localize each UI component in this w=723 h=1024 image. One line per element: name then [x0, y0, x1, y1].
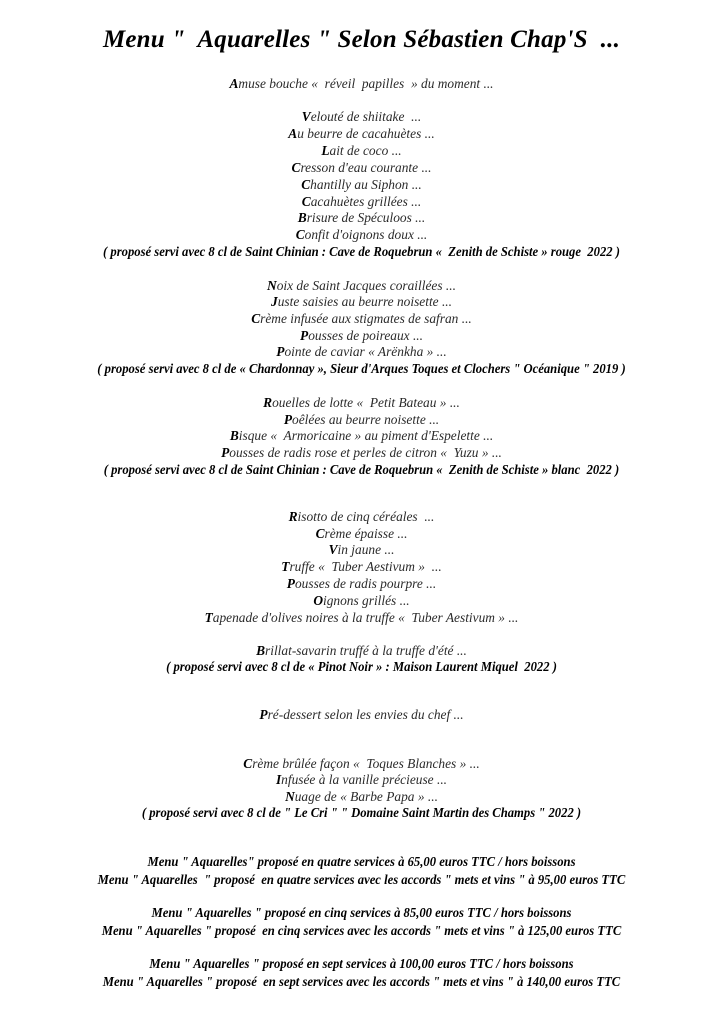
- course2-item: [0, 278, 723, 294]
- text: ruffe « Tuber Aestivum » ...: [289, 559, 442, 574]
- initial: C: [295, 227, 305, 242]
- text: rème épaisse ...: [324, 526, 408, 541]
- initial: P: [276, 344, 285, 359]
- initial: I: [275, 772, 282, 787]
- text: ait de coco ...: [329, 143, 402, 158]
- text: isque « Armoricaine » au piment d'Espelette ...: [238, 428, 494, 443]
- text: rème brûlée façon « Toques Blanches » ...: [252, 756, 480, 771]
- course1-item: [0, 126, 723, 142]
- initial: B: [297, 210, 307, 225]
- course1-item: [0, 194, 723, 210]
- course2-item: [0, 328, 723, 344]
- text: nfusée à la vanille précieuse ...: [281, 772, 448, 787]
- text: elouté de shiitake ...: [310, 109, 422, 124]
- initial: N: [285, 789, 295, 804]
- text: resson d'eau courante ...: [300, 160, 432, 175]
- course1-item: [0, 109, 723, 125]
- initial: R: [288, 509, 298, 524]
- initial: P: [221, 445, 230, 460]
- dessert-item: [0, 789, 723, 805]
- course1-wine-pairing: ( proposé servi avec 8 cl de Saint Chinian : Cave de Roquebrun « Zenith de Schiste » rouge 2022 ): [103, 244, 620, 259]
- text: risure de Spéculoos ...: [306, 210, 426, 225]
- initial: O: [313, 593, 323, 608]
- initial: J: [270, 294, 278, 309]
- initial: V: [328, 542, 338, 557]
- initial: R: [263, 395, 273, 410]
- course4-item: [0, 509, 723, 525]
- price-line: Menu " Aquarelles " proposé en sept services à 100,00 euros TTC / hors boissons: [149, 956, 574, 971]
- text: ignons grillés ...: [322, 593, 410, 608]
- initial: T: [281, 559, 290, 574]
- course4-item: [0, 526, 723, 542]
- cheese-wine-pairing: ( proposé servi avec 8 cl de « Pinot Noir » : Maison Laurent Miquel 2022 ): [166, 659, 557, 674]
- initial: N: [267, 278, 277, 293]
- course4-item: [0, 576, 723, 592]
- initial: C: [301, 177, 311, 192]
- initial: P: [259, 707, 268, 722]
- course1-item: [0, 227, 723, 243]
- initial: V: [301, 109, 311, 124]
- text: ousses de poireaux ...: [308, 328, 423, 343]
- text: uste saisies au beurre noisette ...: [277, 294, 452, 309]
- course3-item: [0, 395, 723, 411]
- dessert-wine-pairing: ( proposé servi avec 8 cl de " Le Cri " " Domaine Saint Martin des Champs " 2022 ): [141, 805, 582, 820]
- text: rillat-savarin truffé à la truffe d'été ...: [265, 643, 467, 658]
- course2-item: [0, 344, 723, 360]
- text: onfit d'oignons doux ...: [304, 227, 428, 242]
- course3-item: [0, 445, 723, 461]
- menu-title: Menu " Aquarelles " Selon Sébastien Chap'S ...: [102, 26, 621, 53]
- dessert-item: [0, 772, 723, 788]
- text: uage de « Barbe Papa » ...: [294, 789, 438, 804]
- course4-item: [0, 542, 723, 558]
- text: rème infusée aux stigmates de safran ...: [260, 311, 472, 326]
- cheese-item: [0, 643, 723, 659]
- price-line: Menu " Aquarelles" proposé en quatre services à 65,00 euros TTC / hors boissons: [147, 854, 576, 869]
- initial: C: [315, 526, 325, 541]
- course1-item: [0, 177, 723, 193]
- dessert-item: [0, 756, 723, 772]
- course4-item: [0, 610, 723, 626]
- text: isotto de cinq céréales ...: [297, 509, 435, 524]
- predessert-item: [0, 707, 723, 723]
- text: hantilly au Siphon ...: [310, 177, 422, 192]
- initial: C: [243, 756, 253, 771]
- text: muse bouche « réveil papilles » du moment ...: [238, 76, 494, 91]
- course2-wine-pairing: ( proposé servi avec 8 cl de « Chardonnay », Sieur d'Arques Toques et Clochers " Océanique " 2019 ): [97, 361, 626, 376]
- text: oix de Saint Jacques coraillées ...: [276, 278, 456, 293]
- price-line: Menu " Aquarelles " proposé en cinq services à 85,00 euros TTC / hors boissons: [151, 905, 572, 920]
- course3-item: [0, 412, 723, 428]
- course2-item: [0, 294, 723, 310]
- text: ré-dessert selon les envies du chef ...: [267, 707, 464, 722]
- course1-item: [0, 160, 723, 176]
- initial: B: [229, 428, 239, 443]
- course1-item: [0, 143, 723, 159]
- course4-item: [0, 593, 723, 609]
- text: oêlées au beurre noisette ...: [292, 412, 440, 427]
- initial: A: [229, 76, 239, 91]
- text: ointe de caviar « Arënkha » ...: [284, 344, 447, 359]
- course2-item: [0, 311, 723, 327]
- text: ousses de radis pourpre ...: [294, 576, 437, 591]
- text: ousses de radis rose et perles de citron « Yuzu » ...: [229, 445, 502, 460]
- course3-wine-pairing: ( proposé servi avec 8 cl de Saint Chinian : Cave de Roquebrun « Zenith de Schiste » blanc 2022 ): [103, 462, 620, 477]
- text: u beurre de cacahuètes ...: [297, 126, 435, 141]
- initial: C: [301, 194, 311, 209]
- amuse-bouche: [0, 76, 723, 92]
- text: in jaune ...: [337, 542, 395, 557]
- initial: P: [300, 328, 309, 343]
- course3-item: [0, 428, 723, 444]
- initial: P: [286, 576, 295, 591]
- price-line: Menu " Aquarelles " proposé en sept services avec les accords " mets et vins " à 140,00 euros TTC: [102, 974, 621, 989]
- initial: C: [251, 311, 261, 326]
- initial: L: [321, 143, 330, 158]
- price-line: Menu " Aquarelles " proposé en quatre services avec les accords " mets et vins " à 95,00 euros TTC: [97, 872, 626, 887]
- price-line: Menu " Aquarelles " proposé en cinq services avec les accords " mets et vins " à 125,00 euros TTC: [101, 923, 622, 938]
- initial: P: [283, 412, 293, 427]
- text: apenade d'olives noires à la truffe « Tuber Aestivum » ...: [212, 610, 519, 625]
- initial: C: [291, 160, 301, 175]
- text: ouelles de lotte « Petit Bateau » ...: [272, 395, 460, 410]
- text: acahuètes grillées ...: [310, 194, 422, 209]
- initial: B: [256, 643, 266, 658]
- initial: T: [204, 610, 213, 625]
- course1-item: [0, 210, 723, 226]
- course4-item: [0, 559, 723, 575]
- initial: A: [288, 126, 298, 141]
